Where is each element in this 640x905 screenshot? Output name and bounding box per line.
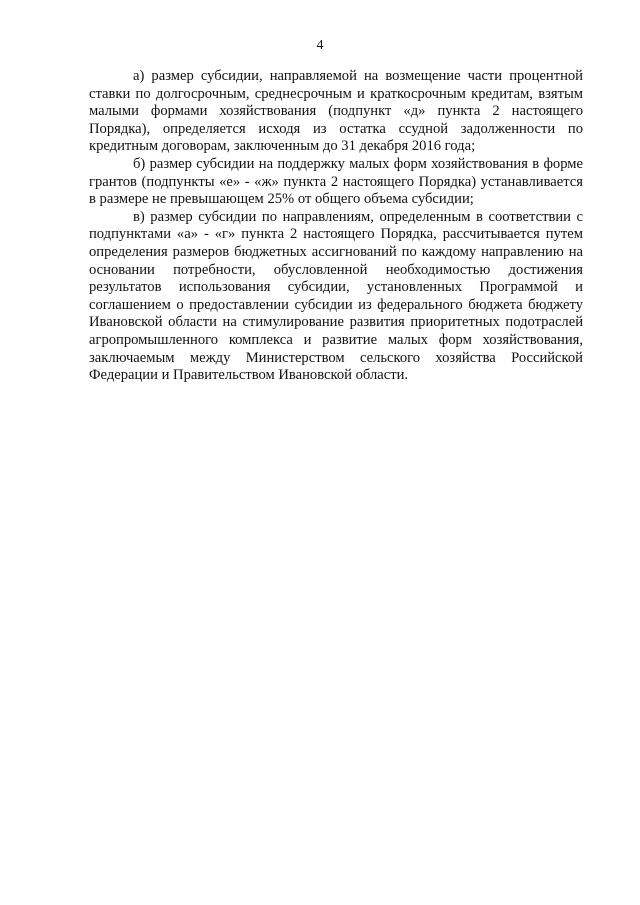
page-number: 4	[316, 38, 324, 53]
document-body	[89, 68, 583, 385]
paragraph-b: б) размер субсидии на поддержку малых форм хозяйствования в форме грантов (подпункты «е» - «ж» пункта 2 настоящего Порядка) устанавливается в размере не превышающем 25% от общего объема субсидии;	[89, 155, 583, 208]
paragraph-v: в) размер субсидии по направлениям, определенным в соответствии с подпунктами «а» - «г» пункта 2 настоящего Порядка, рассчитывается путем определения размеров бюджетных ассигнований по каждому направлению на основании потребности, обусловленной необходимостью достижения результатов использования субсидии, установленных Программой и соглашением о предоставлении субсидии из федерального бюджета бюджету Ивановской области на стимулирование развития приоритетных подотраслей агропромышленного комплекса и развитие малых форм хозяйствования, заключаемым между Министерством сельского хозяйства Российской Федерации и Правительством Ивановской области.	[89, 208, 583, 384]
paragraph-a: а) размер субсидии, направляемой на возмещение части процентной ставки по долгосрочным, среднесрочным и краткосрочным кредитам, взятым малыми формами хозяйствования (подпункт «д» пункта 2 настоящего Порядка), определяется исходя из остатка ссудной задолженности по кредитным договорам, заключенным до 31 декабря 2016 года;	[89, 68, 583, 155]
